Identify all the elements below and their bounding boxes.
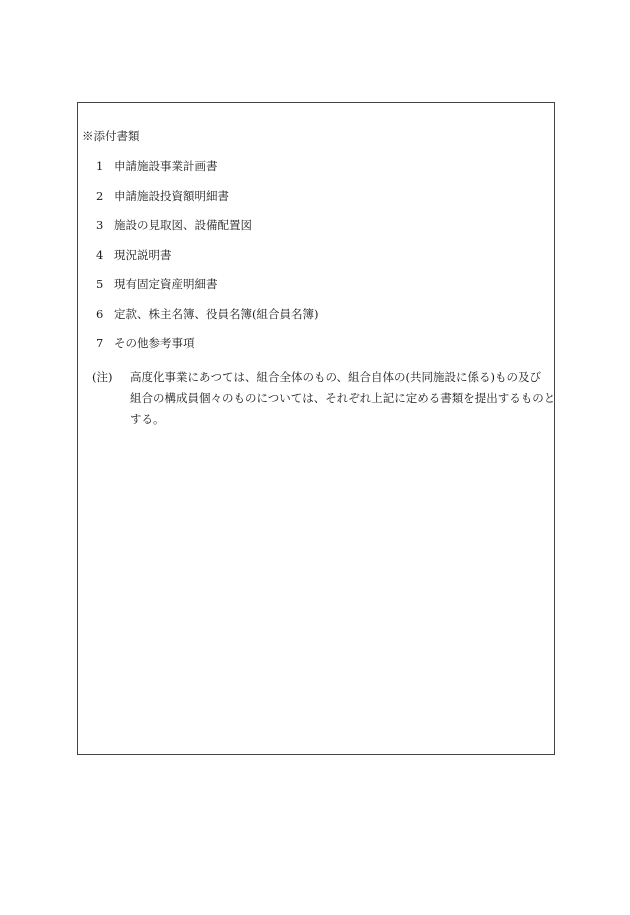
attachments-heading: ※添付書類	[82, 129, 140, 143]
item-text: 申請施設事業計画書	[114, 159, 218, 173]
item-number: 1	[96, 159, 104, 173]
item-text: 定款、株主名簿、役員名簿(組合員名簿)	[114, 307, 319, 321]
item-text: 現有固定資産明細書	[114, 277, 218, 291]
note-line-3: する。	[130, 412, 165, 426]
note-label: (注)	[92, 370, 113, 384]
list-item	[96, 188, 229, 204]
item-number: 5	[96, 277, 104, 291]
list-item	[96, 158, 218, 174]
item-text: 申請施設投資額明細書	[114, 189, 229, 203]
list-item	[96, 335, 195, 351]
note-line-2: 組合の構成員個々のものについては、それぞれ上記に定める書類を提出するものと	[130, 391, 556, 405]
list-item	[96, 276, 218, 292]
item-number: 7	[96, 336, 104, 350]
item-text: 現況説明書	[114, 248, 172, 262]
list-item	[96, 306, 318, 322]
item-number: 6	[96, 307, 104, 321]
item-number: 3	[96, 218, 104, 232]
item-number: 4	[96, 248, 104, 262]
attachment-frame	[77, 102, 555, 755]
item-number: 2	[96, 189, 104, 203]
note-block	[92, 367, 555, 430]
list-item	[96, 217, 252, 233]
list-item	[96, 247, 172, 263]
item-text: 施設の見取図、設備配置図	[114, 218, 252, 232]
note-line-1: 高度化事業にあつては、組合全体のもの、組合自体の(共同施設に係る)もの及び	[130, 370, 542, 384]
item-text: その他参考事項	[114, 336, 195, 350]
